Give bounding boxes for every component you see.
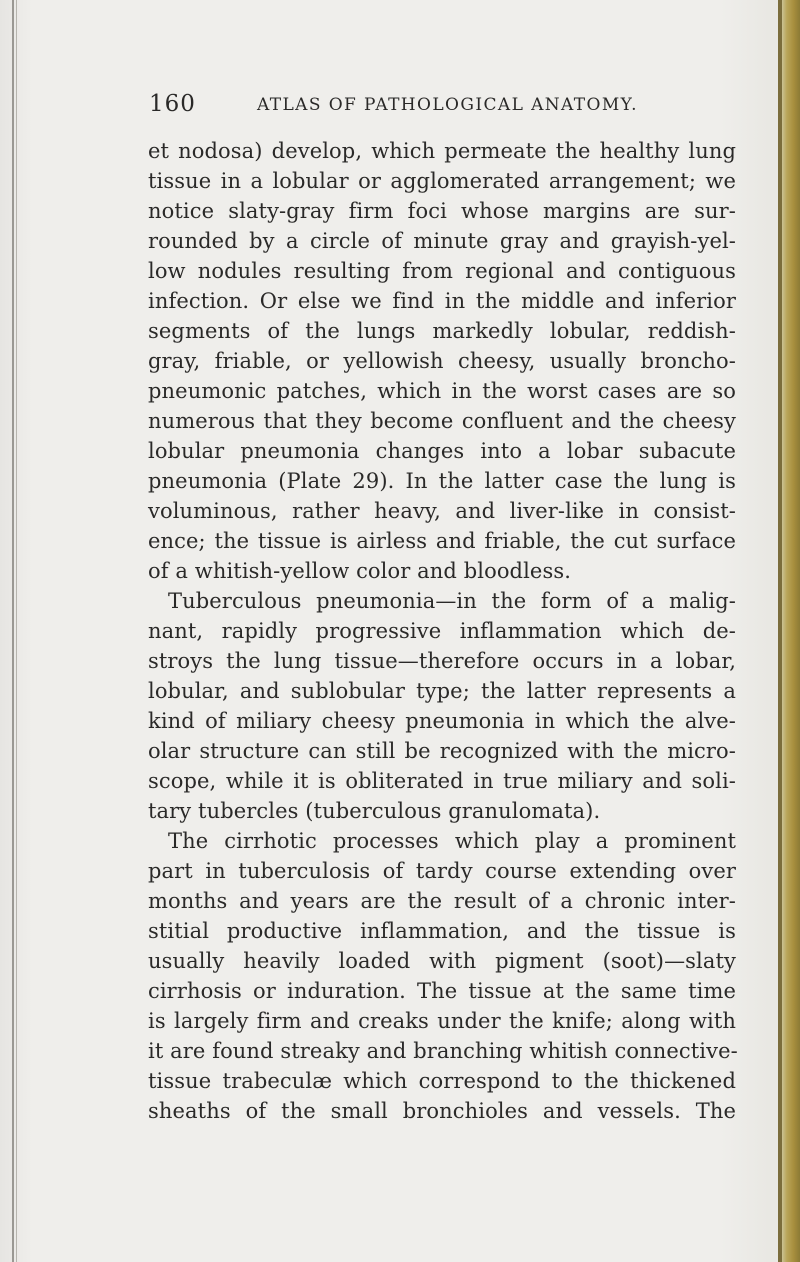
- text-line: pneumonic patches, which in the worst cases are so: [148, 379, 736, 403]
- text-line: lobular pneumonia changes into a lobar subacute: [148, 439, 736, 463]
- text-line: sheaths of the small bronchioles and vessels. The: [148, 1099, 736, 1123]
- running-head: [149, 90, 749, 120]
- text-line: of a whitish-yellow color and bloodless.: [148, 559, 571, 583]
- gutter-line: [16, 0, 17, 1262]
- text-line: tissue in a lobular or agglomerated arrangement; we: [148, 169, 736, 193]
- text-line: low nodules resulting from regional and contiguous: [148, 259, 736, 283]
- text-line: pneumonia (Plate 29). In the latter case the lung is: [148, 469, 736, 493]
- text-line: ence; the tissue is airless and friable, the cut surface: [148, 529, 736, 553]
- text-line: et nodosa) develop, which permeate the healthy lung: [148, 139, 736, 163]
- text-line: numerous that they become confluent and the cheesy: [148, 409, 736, 433]
- text-line: part in tuberculosis of tardy course extending over: [148, 859, 736, 883]
- text-line: rounded by a circle of minute gray and grayish-yel-: [148, 229, 736, 253]
- running-title: ATLAS OF PATHOLOGICAL ANATOMY.: [257, 95, 638, 115]
- text-line: voluminous, rather heavy, and liver-like in consist-: [148, 499, 736, 523]
- text-line: scope, while it is obliterated in true miliary and soli-: [148, 769, 736, 793]
- body-text: [148, 136, 736, 1126]
- gutter-shadow: [12, 0, 14, 1262]
- text-line: olar structure can still be recognized with the micro-: [148, 739, 736, 763]
- text-line: it are found streaky and branching whitish connective-: [148, 1039, 738, 1063]
- text-line: is largely firm and creaks under the knife; along with: [148, 1009, 736, 1033]
- text-line: The cirrhotic processes which play a prominent: [168, 829, 736, 853]
- text-line: kind of miliary cheesy pneumonia in which the alve-: [148, 709, 736, 733]
- page-number: 160: [149, 91, 196, 117]
- text-line: usually heavily loaded with pigment (soot)—slaty: [148, 949, 736, 973]
- text-line: stroys the lung tissue—therefore occurs in a lobar,: [148, 649, 736, 673]
- text-line: cirrhosis or induration. The tissue at the same time: [148, 979, 736, 1003]
- text-line: gray, friable, or yellowish cheesy, usually broncho-: [148, 349, 736, 373]
- text-line: nant, rapidly progressive inflammation which de-: [148, 619, 736, 643]
- text-line: lobular, and sublobular type; the latter represents a: [148, 679, 736, 703]
- text-line: notice slaty-gray firm foci whose margins are sur-: [148, 199, 736, 223]
- text-line: infection. Or else we find in the middle and inferior: [148, 289, 736, 313]
- text-line: tary tubercles (tuberculous granulomata).: [148, 799, 601, 823]
- text-line: stitial productive inflammation, and the tissue is: [148, 919, 736, 943]
- text-line: Tuberculous pneumonia—in the form of a malig-: [168, 589, 736, 613]
- page-edge: [778, 0, 800, 1262]
- text-line: segments of the lungs markedly lobular, reddish-: [148, 319, 736, 343]
- text-line: tissue trabeculæ which correspond to the thickened: [148, 1069, 736, 1093]
- text-line: months and years are the result of a chronic inter-: [148, 889, 736, 913]
